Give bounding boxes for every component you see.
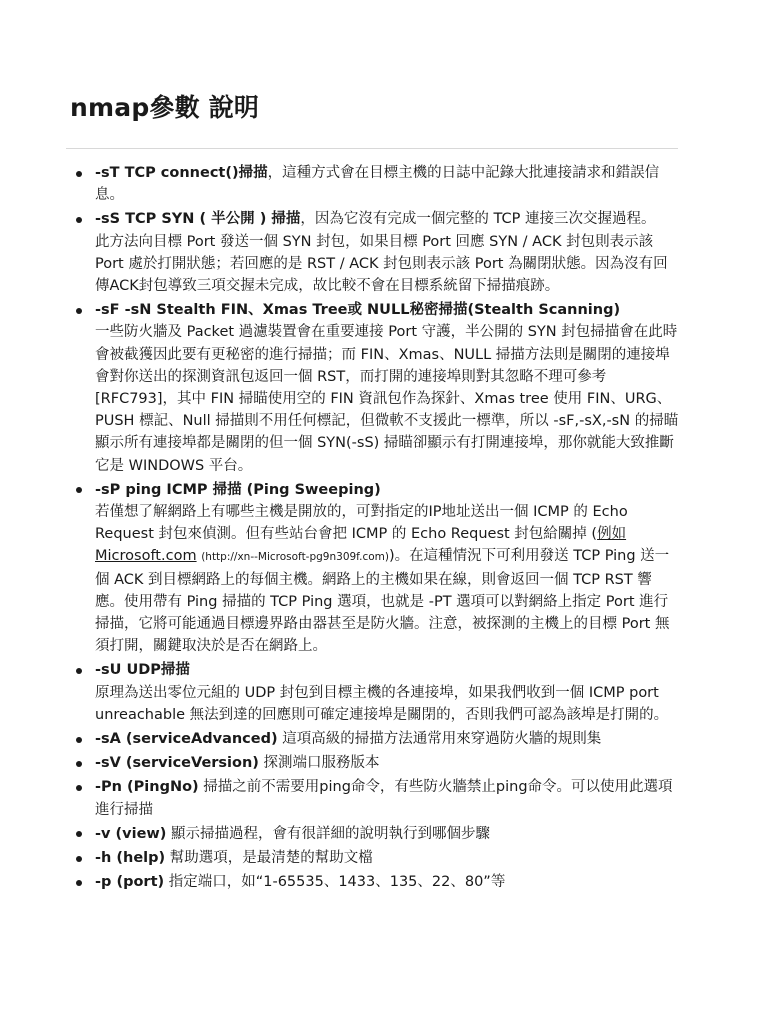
list-item-sA xyxy=(72,728,680,750)
list-item-sU xyxy=(72,659,680,726)
page-title: nmap參數 說明 xyxy=(70,93,260,122)
parameter-list xyxy=(72,162,680,896)
list-item-Pn xyxy=(72,776,680,820)
item-detail: 此方法向目標 Port 發送一個 SYN 封包，如果目標 Port 回應 SYN / ACK 封包則表示該 Port 處於打開狀態；若回應的是 RST / ACK 封包則表示該 Port 為關閉狀態。因為沒有回傳ACK封包導致三項交握未完成，故比較不會在目標系統留下掃描痕跡。 xyxy=(95,233,668,295)
list-item-sS xyxy=(72,208,680,297)
item-term: -h (help) xyxy=(95,850,166,867)
list-item-sV xyxy=(72,752,680,774)
item-term: -Pn (PingNo) xyxy=(95,779,199,796)
item-desc: 這項高級的掃描方法通常用來穿過防火牆的規則集 xyxy=(277,731,602,748)
item-desc: 指定端口，如“1-65535、1433、135、22、80”等 xyxy=(164,874,506,891)
title-divider xyxy=(66,148,678,149)
list-item-h xyxy=(72,847,680,869)
item-term: -sS TCP SYN ( 半公開 ) 掃描 xyxy=(95,211,301,228)
item-detail: 一些防火牆及 Packet 過濾裝置會在重要連接 Port 守護，半公開的 SYN 封包掃描會在此時會被截獲因此要有更秘密的進行掃描；而 FIN、Xmas、NULL 掃描方法則是關閉的連接埠會對你送出的探測資訊包返回一個 RST，而打開的連接埠則對其忽略不理可參考 [RFC793]，其中 FIN 掃瞄使用空的 FIN 資訊包作為探針、Xmas tree 使用 FIN、URG、PUSH 標記、Null 掃描則不用任何標記，但微軟不支援此一標準，所以 -sF,-sX,-sN 的掃瞄顯示所有連接埠都是關閉的但一個 SYN(-sS) 掃瞄卻顯示有打開連接埠，那你就能大致推斷它是 WINDOWS 平台。 xyxy=(95,324,679,474)
item-desc: 探測端口服務版本 xyxy=(258,755,380,772)
item-desc: 幫助選項，是最清楚的幫助文檔 xyxy=(165,850,373,867)
item-desc: ，因為它沒有完成一個完整的 TCP 連接三次交握過程。 xyxy=(300,211,656,228)
item-term: -v (view) xyxy=(95,825,167,842)
item-desc: 掃描之前不需要用ping命令，有些防火牆禁止ping命令。可以使用此選項進行掃描 xyxy=(95,779,673,818)
item-term: -sA (serviceAdvanced) xyxy=(95,731,278,748)
item-desc: 顯示掃描過程，會有很詳細的說明執行到哪個步驟 xyxy=(166,825,491,842)
item-term: -sP ping ICMP 掃描 (Ping Sweeping) xyxy=(95,481,381,498)
list-item-sF-sN xyxy=(72,299,680,477)
item-detail: 原理為送出零位元組的 UDP 封包到目標主機的各連接埠，如果我們收到一個 ICMP port unreachable 無法到達的回應則可確定連接埠是關閉的，否則我們可認為該埠是打開的。 xyxy=(95,684,669,723)
item-desc: ，這種方式會在目標主機的日誌中記錄大批連接請求和錯誤信息。 xyxy=(95,165,660,204)
link-url: (http://xn--Microsoft-pg9n309f.com) xyxy=(201,551,389,564)
item-term: -sU UDP掃描 xyxy=(95,662,190,679)
list-item-p xyxy=(72,871,680,893)
microsoft-link[interactable]: 例如Microsoft.com xyxy=(95,526,627,565)
item-detail-cont: )。在這種情況下可利用發送 TCP Ping 送一個 ACK 到目標網路上的每個主機。網路上的主機如果在線，則會返回一個 TCP RST 響應。使用帶有 Ping 掃描的 TCP Ping 選項，也就是 -PT 選項可以對網絡上指定 Port 進行掃描，它將可能通過目標邊界路由器甚至是防火牆。注意，被探測的主機上的目標 Port 無須打開，關鍵取決於是否在網路上。 xyxy=(95,548,670,655)
list-item-v xyxy=(72,823,680,845)
list-item-sP xyxy=(72,479,680,658)
item-term: -sF -sN Stealth FIN、Xmas Tree或 NULL秘密掃描(Stealth Scanning) xyxy=(95,302,621,319)
item-term: -p (port) xyxy=(95,874,165,891)
item-detail: 若僅想了解網路上有哪些主機是開放的，可對指定的IP地址送出一個 ICMP 的 Echo Request 封包來偵測。但有些站台會把 ICMP 的 Echo Request 封包給關掉 ( xyxy=(95,504,628,543)
item-term: -sV (serviceVersion) xyxy=(95,755,259,772)
list-item-sT xyxy=(72,162,680,206)
item-term: -sT TCP connect()掃描 xyxy=(95,165,268,181)
